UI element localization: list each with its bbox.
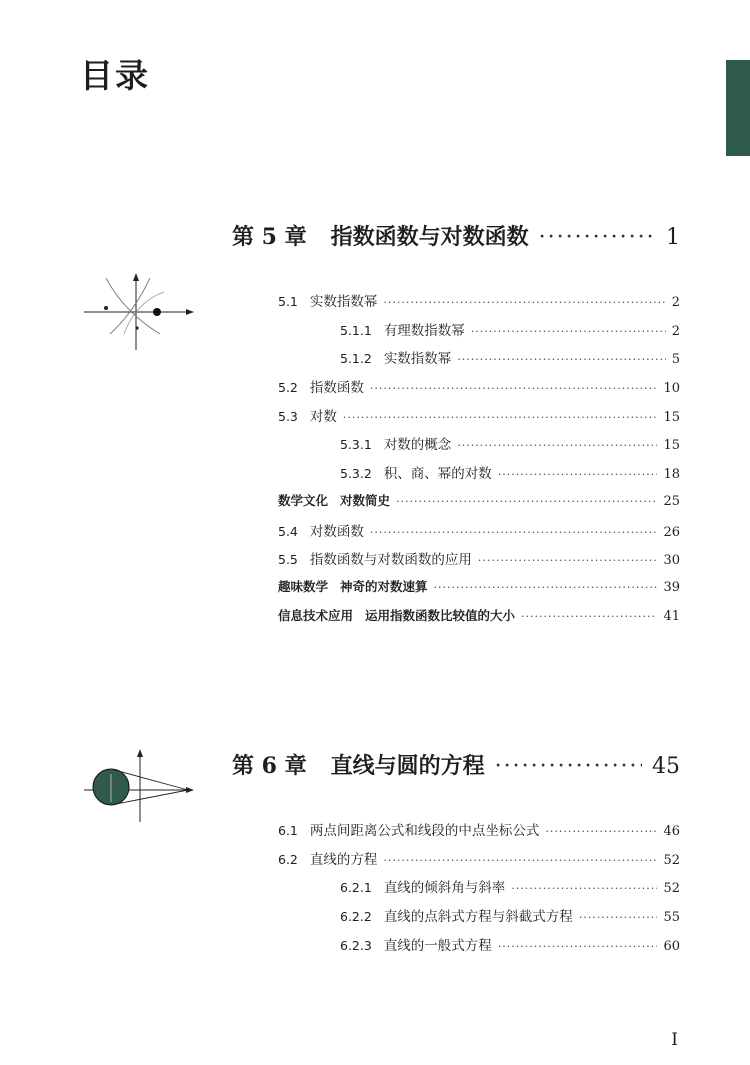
entry-page: 18 (663, 467, 680, 483)
entry-number: 5.5 (278, 552, 298, 568)
entry-page: 30 (663, 553, 680, 569)
entry-page: 5 (671, 352, 680, 368)
chapter-heading-5[interactable] (232, 220, 680, 251)
chapter-title: 指数函数与对数函数 (330, 224, 529, 250)
toc-entry[interactable] (278, 819, 680, 848)
entry-number: 5.2 (278, 380, 298, 396)
entry-number: 5.3.2 (340, 466, 372, 482)
toc-entry[interactable] (278, 290, 680, 319)
toc-entry[interactable] (278, 548, 680, 577)
toc-list-chapter-6 (278, 819, 680, 962)
entry-title: 实数指数幂 (383, 351, 452, 368)
leader-dots (434, 581, 658, 594)
entry-page: 15 (663, 438, 680, 454)
entry-title: 对数 (309, 408, 337, 425)
page-number: I (671, 1030, 678, 1050)
entry-prefix: 数学文化 (278, 492, 329, 508)
entry-title: 直线的方程 (309, 851, 378, 868)
leader-dots (370, 382, 658, 395)
entry-title: 神奇的对数速算 (340, 578, 428, 594)
toc-list-chapter-5 (278, 290, 680, 634)
toc-entry[interactable] (278, 347, 680, 376)
entry-number: 5.4 (278, 523, 298, 539)
entry-page: 26 (663, 524, 680, 540)
entry-page: 25 (663, 493, 680, 509)
entry-number: 6.2.1 (340, 880, 372, 896)
entry-title: 指数函数与对数函数的应用 (309, 552, 472, 569)
leader-dots (545, 825, 657, 838)
toc-entry[interactable] (278, 905, 680, 934)
side-tab (726, 60, 750, 156)
leader-dots (370, 526, 658, 539)
toc-entry[interactable] (278, 848, 680, 877)
leader-dots (457, 353, 665, 366)
toc-entry[interactable] (278, 520, 680, 549)
entry-number: 6.2.2 (340, 909, 372, 925)
entry-prefix: 趣味数学 (278, 578, 329, 594)
entry-title: 两点间距离公式和线段的中点坐标公式 (309, 823, 540, 839)
toc-entry[interactable] (278, 319, 680, 348)
leader-dots (539, 225, 656, 250)
toc-entry-feature[interactable] (278, 491, 680, 520)
leader-dots (511, 882, 657, 895)
entry-title: 指数函数 (309, 380, 364, 397)
chapter-number: 第 5 章 (232, 224, 307, 250)
entry-page: 52 (663, 852, 680, 868)
leader-dots (478, 554, 658, 567)
entry-number: 6.2.3 (340, 937, 372, 953)
entry-prefix: 信息技术应用 (278, 607, 354, 623)
page-title: 目录 (80, 56, 150, 95)
entry-page: 2 (671, 323, 680, 339)
entry-page: 41 (663, 608, 680, 624)
entry-page: 15 (663, 409, 680, 425)
chapter-number: 第 6 章 (232, 753, 307, 779)
toc-entry[interactable] (278, 934, 680, 963)
leader-dots (521, 610, 657, 623)
entry-title: 对数简史 (340, 492, 391, 508)
entry-title: 运用指数函数比较值的大小 (365, 607, 516, 623)
toc-entry[interactable] (278, 462, 680, 491)
entry-number: 5.1.1 (340, 322, 372, 338)
entry-title: 直线的点斜式方程与斜截式方程 (383, 909, 573, 926)
entry-page: 52 (663, 881, 680, 897)
entry-number: 6.2 (278, 851, 298, 867)
toc-entry[interactable] (278, 433, 680, 462)
entry-page: 60 (663, 938, 680, 954)
entry-number: 5.3 (278, 408, 298, 424)
entry-page: 46 (663, 824, 680, 839)
entry-page: 2 (671, 295, 680, 310)
leader-dots (471, 325, 666, 338)
leader-dots (383, 854, 657, 867)
entry-title: 对数函数 (309, 523, 364, 540)
leader-dots (396, 495, 657, 508)
chapter-heading-6[interactable] (232, 749, 680, 780)
entry-title: 对数的概念 (383, 437, 452, 454)
chapter-page: 1 (666, 225, 680, 250)
chapter-page: 45 (652, 754, 680, 779)
leader-dots (498, 468, 658, 481)
entry-number: 5.1.2 (340, 351, 372, 367)
leader-dots (579, 911, 658, 924)
toc-entry[interactable] (278, 405, 680, 434)
toc-entry[interactable] (278, 376, 680, 405)
entry-number: 5.3.1 (340, 437, 372, 453)
entry-page: 55 (663, 910, 680, 926)
leader-dots (383, 296, 665, 309)
leader-dots (343, 411, 658, 424)
entry-title: 积、商、幂的对数 (383, 466, 492, 483)
entry-title: 实数指数幂 (309, 294, 378, 310)
entry-number: 5.1 (278, 294, 298, 309)
entry-title: 直线的倾斜角与斜率 (383, 880, 506, 897)
entry-page: 39 (663, 579, 680, 595)
entry-number: 6.1 (278, 823, 298, 838)
entry-title: 直线的一般式方程 (383, 937, 492, 954)
toc-entry-feature[interactable] (278, 606, 680, 635)
leader-dots (495, 754, 642, 779)
entry-title: 有理数指数幂 (383, 322, 465, 339)
toc-entry[interactable] (278, 876, 680, 905)
entry-page: 10 (663, 381, 680, 397)
leader-dots (498, 940, 658, 953)
chapter-title: 直线与圆的方程 (330, 753, 485, 779)
leader-dots (457, 439, 657, 452)
toc-entry-feature[interactable] (278, 577, 680, 606)
chapter-6-figure (84, 748, 196, 824)
chapter-5-figure (84, 272, 196, 352)
